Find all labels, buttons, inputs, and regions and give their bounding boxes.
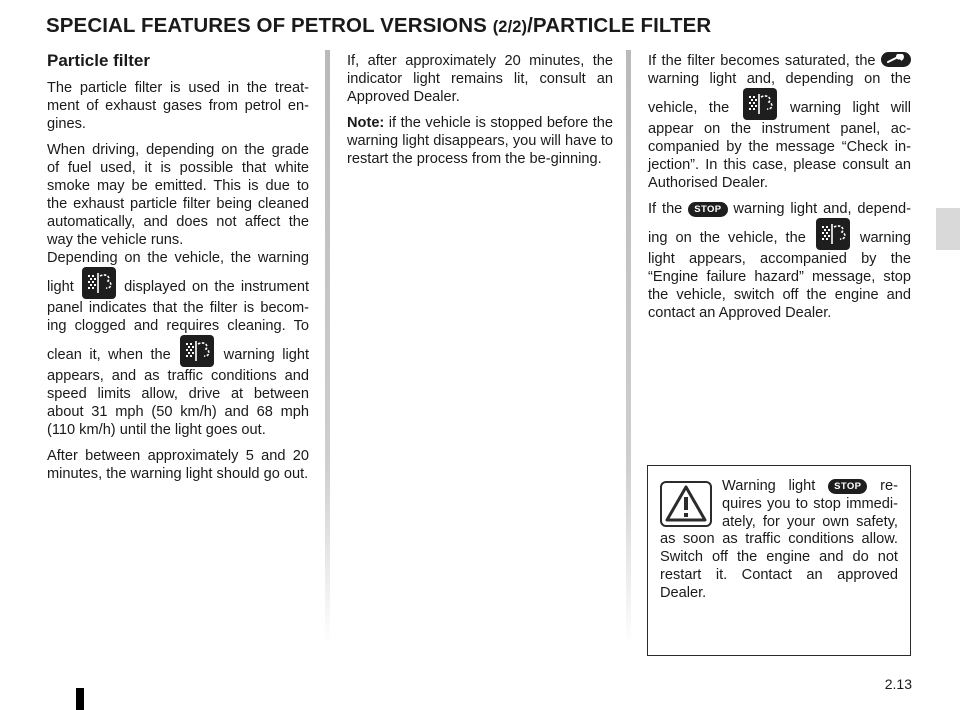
title-main: SPECIAL FEATURES OF PETROL VERSIONS (46, 14, 493, 37)
note-paragraph: Note: if the vehicle is stopped before the warning light disappears, you will have to restart the process from the be-ginning. (347, 115, 613, 167)
column-left (47, 52, 309, 491)
paragraph: Depending on the vehicle, the warning light displayed on the instrument panel indicates that the filter is becom-ing clogged and requires cleaning. To clean it, when the warning light appears, and as traffic conditions and speed limits allow, drive at between about 31 mph (50 km/h) and 68 mph (110 km/h) until the light goes out. (47, 250, 309, 438)
paragraph: When driving, depending on the grade of fuel used, it is possible that white smoke may be emitted. This is due to the exhaust particle filter being cleaned automatically, and does not affect the way the vehicle runs. (47, 142, 309, 248)
chapter-tab (936, 208, 960, 250)
page-title (46, 14, 926, 38)
paragraph: If the filter becomes saturated, the warning light and, depending on the vehicle, the warning light will appear on the instrument panel, ac-companied by the message “Check in-jection”. In this case, please consult an Authorised Dealer. (648, 53, 911, 191)
paragraph: After between approximately 5 and 20 minutes, the warning light should go out. (47, 448, 309, 482)
warning-text: re-quires you to stop immedi-ately, for your own safety, as soon as traffic conditions allow. Switch off the engine and do not restart it. Contact an approved Dealer. (660, 478, 898, 601)
paragraph: If, after approximately 20 minutes, the indicator light remains lit, consult an Approved Dealer. (347, 53, 613, 105)
particle-filter-warning-icon (180, 335, 214, 367)
warning-text: Warning light (722, 478, 816, 494)
warning-triangle-icon (660, 481, 712, 527)
column-right (648, 52, 911, 330)
stop-warning-icon: STOP (828, 479, 867, 494)
particle-filter-warning-icon (816, 218, 850, 250)
particle-filter-warning-icon (743, 88, 777, 120)
service-wrench-icon (881, 52, 911, 67)
section-heading: Particle filter (47, 51, 150, 70)
paragraph: If the STOP warning light and, depend-ing on the vehicle, the warning light appears, accompanied by the “Engine failure hazard” message, stop the vehicle, switch off the engine and contact an Approved Dealer. (648, 201, 912, 321)
stop-warning-icon: STOP (688, 202, 727, 217)
note-label: Note: (347, 115, 385, 131)
page-number: 2.13 (884, 676, 912, 692)
particle-filter-warning-icon (82, 267, 116, 299)
column-separator (325, 50, 330, 645)
crop-mark (76, 688, 84, 710)
paragraph: The particle filter is used in the treat-ment of exhaust gases from petrol en-gines. (47, 80, 309, 132)
title-part-indicator: (2/2) (492, 18, 528, 36)
column-middle (347, 52, 613, 176)
warning-box (647, 465, 911, 656)
column-separator (626, 50, 631, 645)
title-tail: /PARTICLE FILTER (527, 14, 712, 37)
